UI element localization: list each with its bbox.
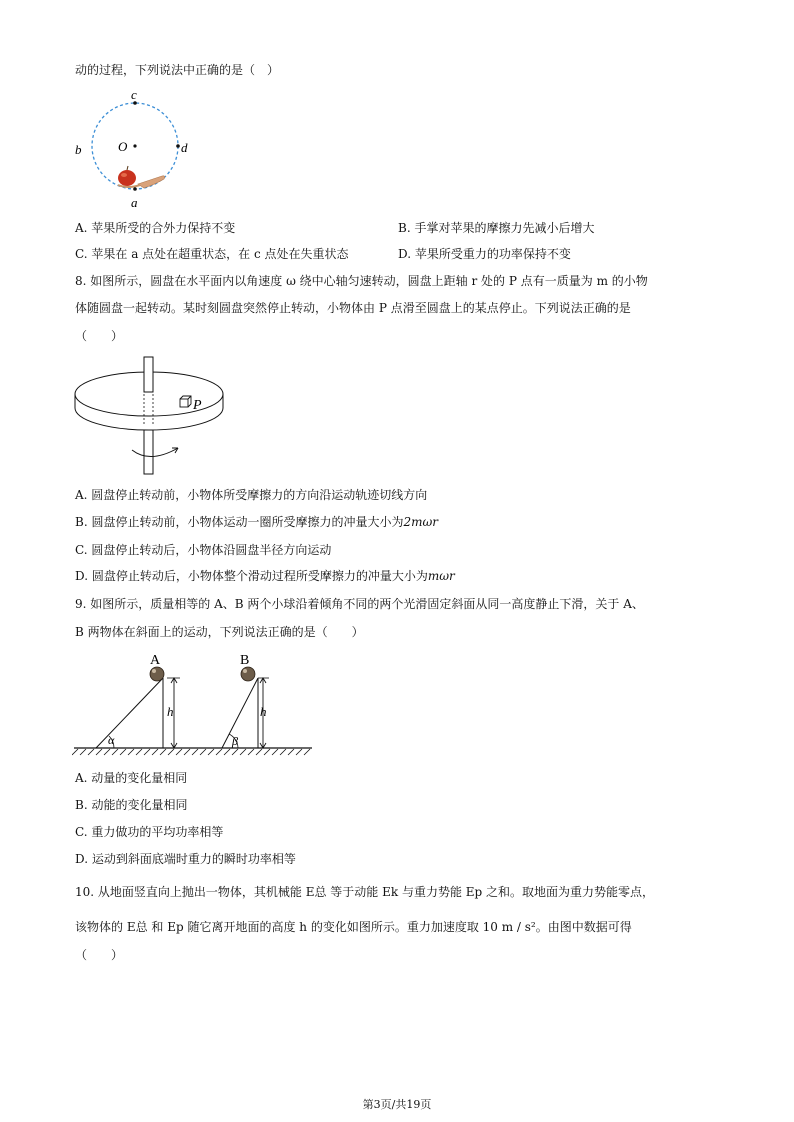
apple-on-hand-icon (118, 166, 165, 188)
q10-stem-line-1: 10. 从地面竖直向上抛出一物体，其机械能 E总 等于动能 Ek 与重力势能 Ep 之和。取地面为重力势能零点， (75, 885, 655, 899)
q8-option-d-text: D. 圆盘停止转动后，小物体整个滑动过程所受摩擦力的冲量大小为 (75, 569, 428, 583)
label-beta: β (232, 734, 238, 748)
q9-option-d: D. 运动到斜面底端时重力的瞬时功率相等 (75, 852, 296, 866)
q9-inclines-figure (72, 648, 317, 764)
q10-stem-line-2: 该物体的 E总 和 Ep 随它离开地面的高度 h 的变化如图所示。重力加速度取 10 m / s²。由图中数据可得 (75, 920, 632, 934)
label-ball-b: B (240, 653, 250, 668)
label-d: d (181, 140, 188, 155)
ball-a-icon (150, 667, 164, 681)
q7-option-b: B. 手掌对苹果的摩擦力先减小后增大 (398, 221, 595, 235)
q8-disk-figure (72, 354, 232, 482)
point-a (133, 187, 137, 191)
q7-circle-figure (70, 86, 200, 212)
q9-option-c: C. 重力做功的平均功率相等 (75, 825, 224, 839)
q8-option-c: C. 圆盘停止转动后，小物体沿圆盘半径方向运动 (75, 543, 332, 557)
label-ball-a: A (150, 653, 161, 668)
q9-option-a: A. 动量的变化量相同 (75, 771, 188, 785)
label-alpha: α (108, 733, 115, 747)
q9-stem-line-2: B 两物体在斜面上的运动，下列说法正确的是（ ） (75, 625, 364, 639)
q8-option-b-formula: 2mωr (403, 515, 438, 529)
q8-option-a: A. 圆盘停止转动前，小物体所受摩擦力的方向沿运动轨迹切线方向 (75, 488, 428, 502)
ball-b-icon (241, 667, 255, 681)
q8-option-b (75, 514, 438, 530)
q8-stem-line-3: （ ） (75, 329, 124, 343)
label-c: c (131, 87, 137, 102)
label-h-a: h (167, 704, 174, 719)
q10-stem-line-3: （ ） (75, 948, 124, 962)
q7-stem-tail: 动的过程，下列说法中正确的是（ ） (75, 63, 280, 77)
q8-option-d-formula: mωr (427, 569, 455, 583)
point-d (176, 144, 180, 148)
q7-option-a: A. 苹果所受的合外力保持不变 (75, 221, 236, 235)
q9-stem-line-1: 9. 如图所示，质量相等的 A、B 两个小球沿着倾角不同的两个光滑固定斜面从同一高度静止下滑，关于 A、 (75, 597, 644, 611)
point-o (133, 144, 136, 147)
q8-stem-line-2: 体随圆盘一起转动。某时刻圆盘突然停止转动，小物体由 P 点滑至圆盘上的某点停止。下列说法正确的是 (75, 301, 631, 315)
q9-option-b: B. 动能的变化量相同 (75, 798, 188, 812)
label-h-b: h (260, 704, 267, 719)
label-a: a (131, 195, 138, 210)
q7-option-d: D. 苹果所受重力的功率保持不变 (398, 247, 571, 261)
q8-option-d (75, 568, 455, 584)
label-b: b (75, 142, 82, 157)
q7-option-c: C. 苹果在 a 点处在超重状态，在 c 点处在失重状态 (75, 247, 349, 261)
q8-option-b-text: B. 圆盘停止转动前，小物体运动一圈所受摩擦力的冲量大小为 (75, 515, 404, 529)
q8-stem-line-1: 8. 如图所示，圆盘在水平面内以角速度 ω 绕中心轴匀速转动，圆盘上距轴 r 处的 P 点有一质量为 m 的小物 (75, 274, 648, 288)
page-number: 第3页/共19页 (362, 1098, 432, 1111)
label-p: P (193, 398, 202, 413)
label-o: O (118, 139, 128, 154)
